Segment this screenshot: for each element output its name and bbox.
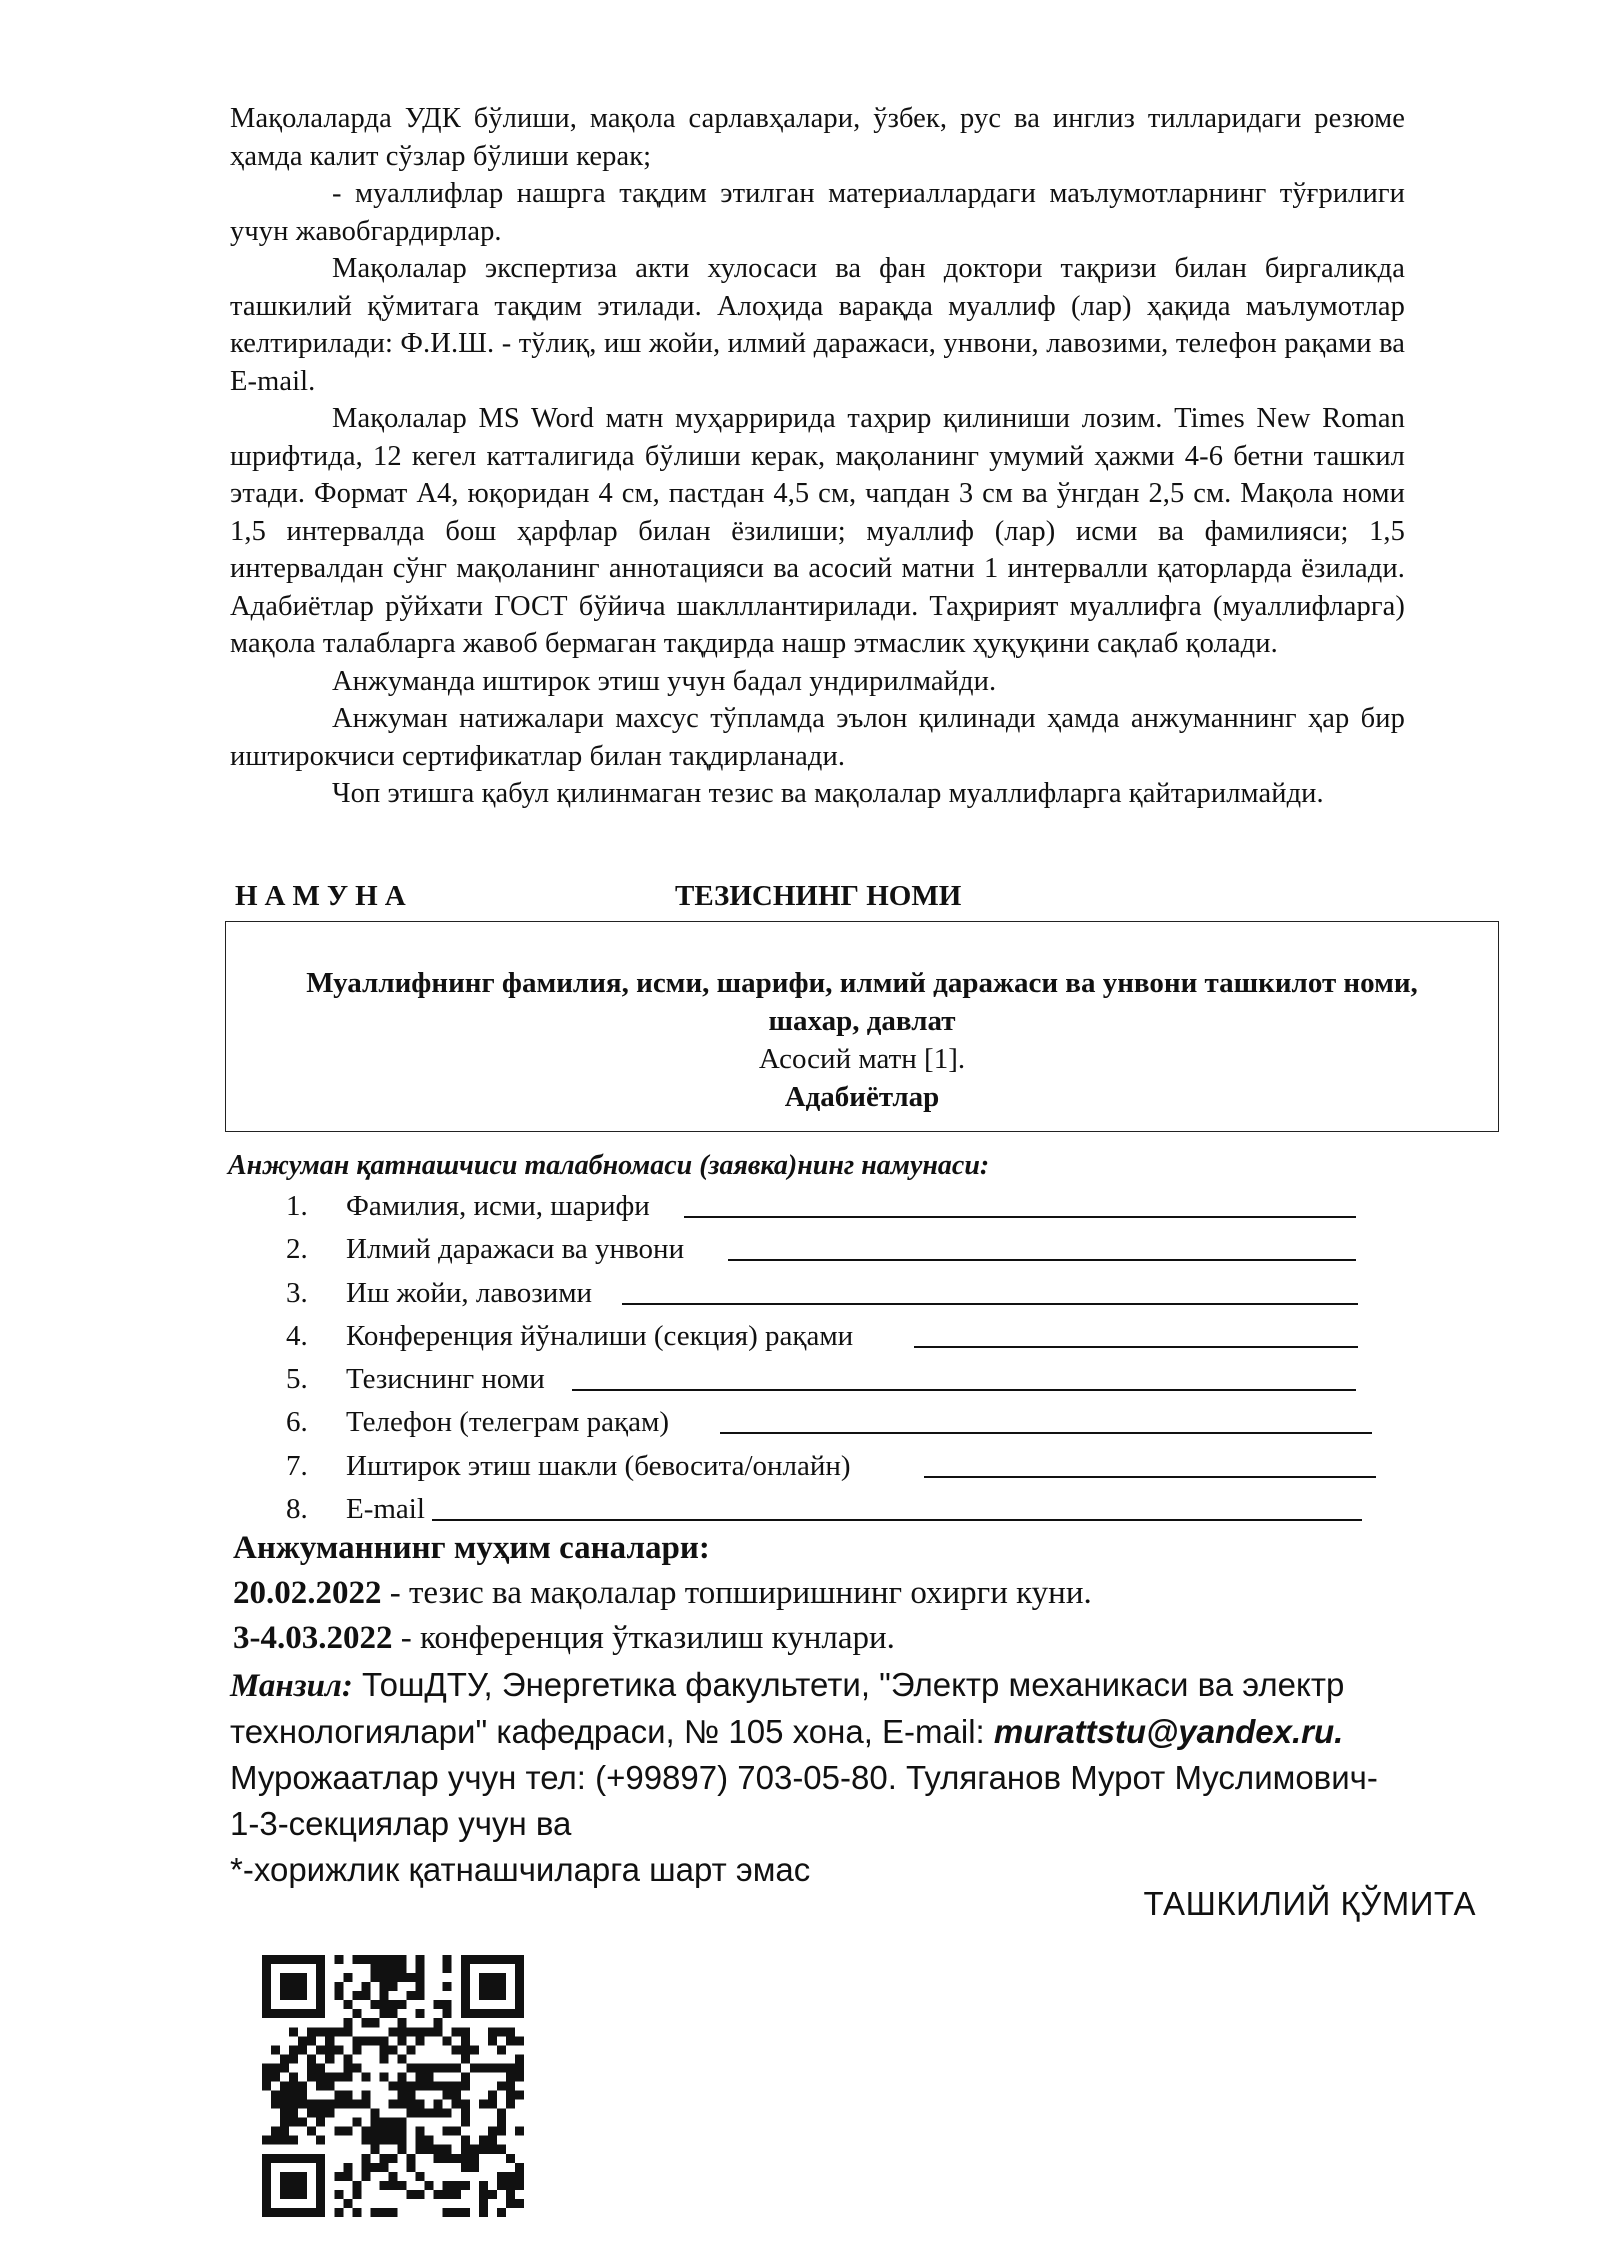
paragraph: - муаллифлар нашрга тақдим этилган материаллардаги маълумотларнинг тўғрилиги учун жавобгардирлар. [230,178,1405,247]
item-number: 8. [286,1493,308,1526]
qr-finder-pattern [461,1955,524,2018]
address-text: технологиялари" кафедраси, № 105 хона, E-mail: [230,1713,994,1750]
item-label: E-mail [346,1493,425,1526]
deadline-date: 20.02.2022 [233,1575,382,1611]
item-number: 2. [286,1233,308,1266]
list-item [280,1228,1380,1271]
fill-in-line [432,1519,1362,1521]
list-item [280,1315,1380,1358]
paragraph: Чоп этишга қабул қилинмаган тезис ва мақолалар муаллифларга қайтарилмайди. [332,778,1324,809]
item-label: Конференция йўналиши (секция) рақами [346,1319,854,1352]
foreign-note: *-хорижлик қатнашчиларга шарт эмас [230,1851,811,1888]
list-item [280,1401,1380,1444]
paragraph: Анжуман натижалари махсус тўпламда эълон қилинади ҳамда анжуманнинг ҳар бир иштирокчиси сертификатлар билан тақдирланади. [230,703,1405,772]
main-text-sample: Асосий матн [1]. [758,1043,966,1075]
fill-in-line [924,1476,1376,1478]
conference-text: - конференция ўтказилиш кунлари. [392,1620,895,1656]
paragraph: Мақолалар экспертиза акти хулосаси ва фан доктори тақризи билан биргаликда ташкилий қўмитага тақдим этилади. Алоҳида варақда муаллиф (лар) ҳақида маълумотлар келтирилади: Ф.И.Ш. - тўлиқ, иш жойи, илмий даражаси, унвони, лавозими, телефон рақами ва E-mail. [230,253,1405,397]
paragraph: Анжуманда иштирок этиш учун бадал ундирилмайди. [332,665,997,697]
address-row-2 [230,1709,1510,1755]
references-heading: Адабиётлар [784,1081,940,1113]
application-form-list [280,1185,1380,1531]
conference-row [233,1616,1092,1661]
sections-line: 1-3-секциялар учун ва [230,1805,572,1842]
item-label: Иштирок этиш шакли (бевосита/онлайн) [346,1449,851,1482]
item-number: 5. [286,1363,308,1396]
important-dates [233,1526,1092,1661]
list-item [280,1358,1380,1401]
paragraph: Мақолаларда УДК бўлиши, мақола сарлавҳалари, ўзбек, рус ва инглиз тилларидаги резюме ҳамда калит сўзлар бўлиши керак; [230,103,1405,172]
dates-title: Анжуманнинг муҳим саналари: [233,1530,710,1566]
fill-in-line [728,1259,1356,1261]
sample-box [225,921,1499,1132]
item-number: 6. [286,1406,308,1439]
organizing-committee: ТАШКИЛИЙ ҚЎМИТА [1143,1885,1476,1922]
list-item [280,1185,1380,1228]
author-location-line: шахар, давлат [768,1005,956,1037]
list-item [280,1488,1380,1531]
address-text: ТошДТУ, Энергетика факультети, "Электр механикаси ва электр [352,1666,1345,1703]
fill-in-line [720,1432,1372,1434]
conditions-text [230,100,1405,813]
fill-in-line [914,1346,1358,1348]
address-row [230,1662,1510,1709]
qr-finder-pattern [262,1955,325,2018]
item-label: Тезиснинг номи [346,1363,545,1396]
item-number: 1. [286,1190,308,1222]
item-label: Иш жойи, лавозими [346,1276,593,1309]
phone-line: Мурожаатлар учун тел: (+99897) 703-05-80. Туляганов Мурот Муслимович- [230,1759,1378,1796]
thesis-title: ТЕЗИСНИНГ НОМИ [675,880,962,912]
address-label: Манзил: [230,1668,353,1704]
item-label: Илмий даражаси ва унвони [346,1233,685,1266]
item-label: Телефон (телеграм рақам) [346,1406,669,1439]
sample-label: НАМУНА [235,880,413,912]
deadline-text: - тезис ва мақолалар топширишнинг охирги куни. [381,1575,1092,1611]
item-number: 4. [286,1319,308,1352]
deadline-row [233,1571,1092,1616]
contact-info [230,1662,1510,1893]
item-number: 7. [286,1449,308,1482]
list-item [280,1445,1380,1488]
item-number: 3. [286,1276,308,1309]
fill-in-line [684,1216,1356,1218]
item-label: Фамилия, исми, шарифи [346,1190,650,1222]
list-item [280,1272,1380,1315]
author-info-line: Муаллифнинг фамилия, исми, шарифи, илмий даражаси ва унвони ташкилот номи, [306,967,1418,999]
qr-finder-pattern [262,2154,325,2217]
fill-in-line [572,1389,1356,1391]
email-link[interactable]: murattstu@yandex.ru. [993,1713,1344,1750]
fill-in-line [622,1303,1358,1305]
application-title: Анжуман қатнашчиси талабномаси (заявка)нинг намунаси: [228,1150,990,1181]
conference-date: 3-4.03.2022 [233,1620,393,1656]
qr-code-icon[interactable] [262,1955,524,2217]
paragraph: Мақолалар MS Word матн муҳарририда таҳрир қилиниши лозим. Times New Roman шрифтида, 12 кегел катталигида бўлиши керак, мақоланинг умумий ҳажми 4-6 бетни ташкил этади. Формат А4, юқоридан 4 см, пастдан 4,5 см, чапдан 3 см ва ўнгдан 2,5 см. Мақола номи 1,5 интервалда бош ҳарфлар билан ёзилиши; муаллиф (лар) исми ва фамилияси; 1,5 интервалдан сўнг мақоланинг аннотацияси ва асосий матни 1 интервалли қаторларда ёзилади. Адабиётлар рўйхати ГОСТ бўйича шаклллантирилади. Таҳририят муаллифга (муаллифларга) мақола талабларга жавоб бермаган тақдирда нашр этмаслик ҳуқуқини сақлаб қолади. [230,403,1405,659]
